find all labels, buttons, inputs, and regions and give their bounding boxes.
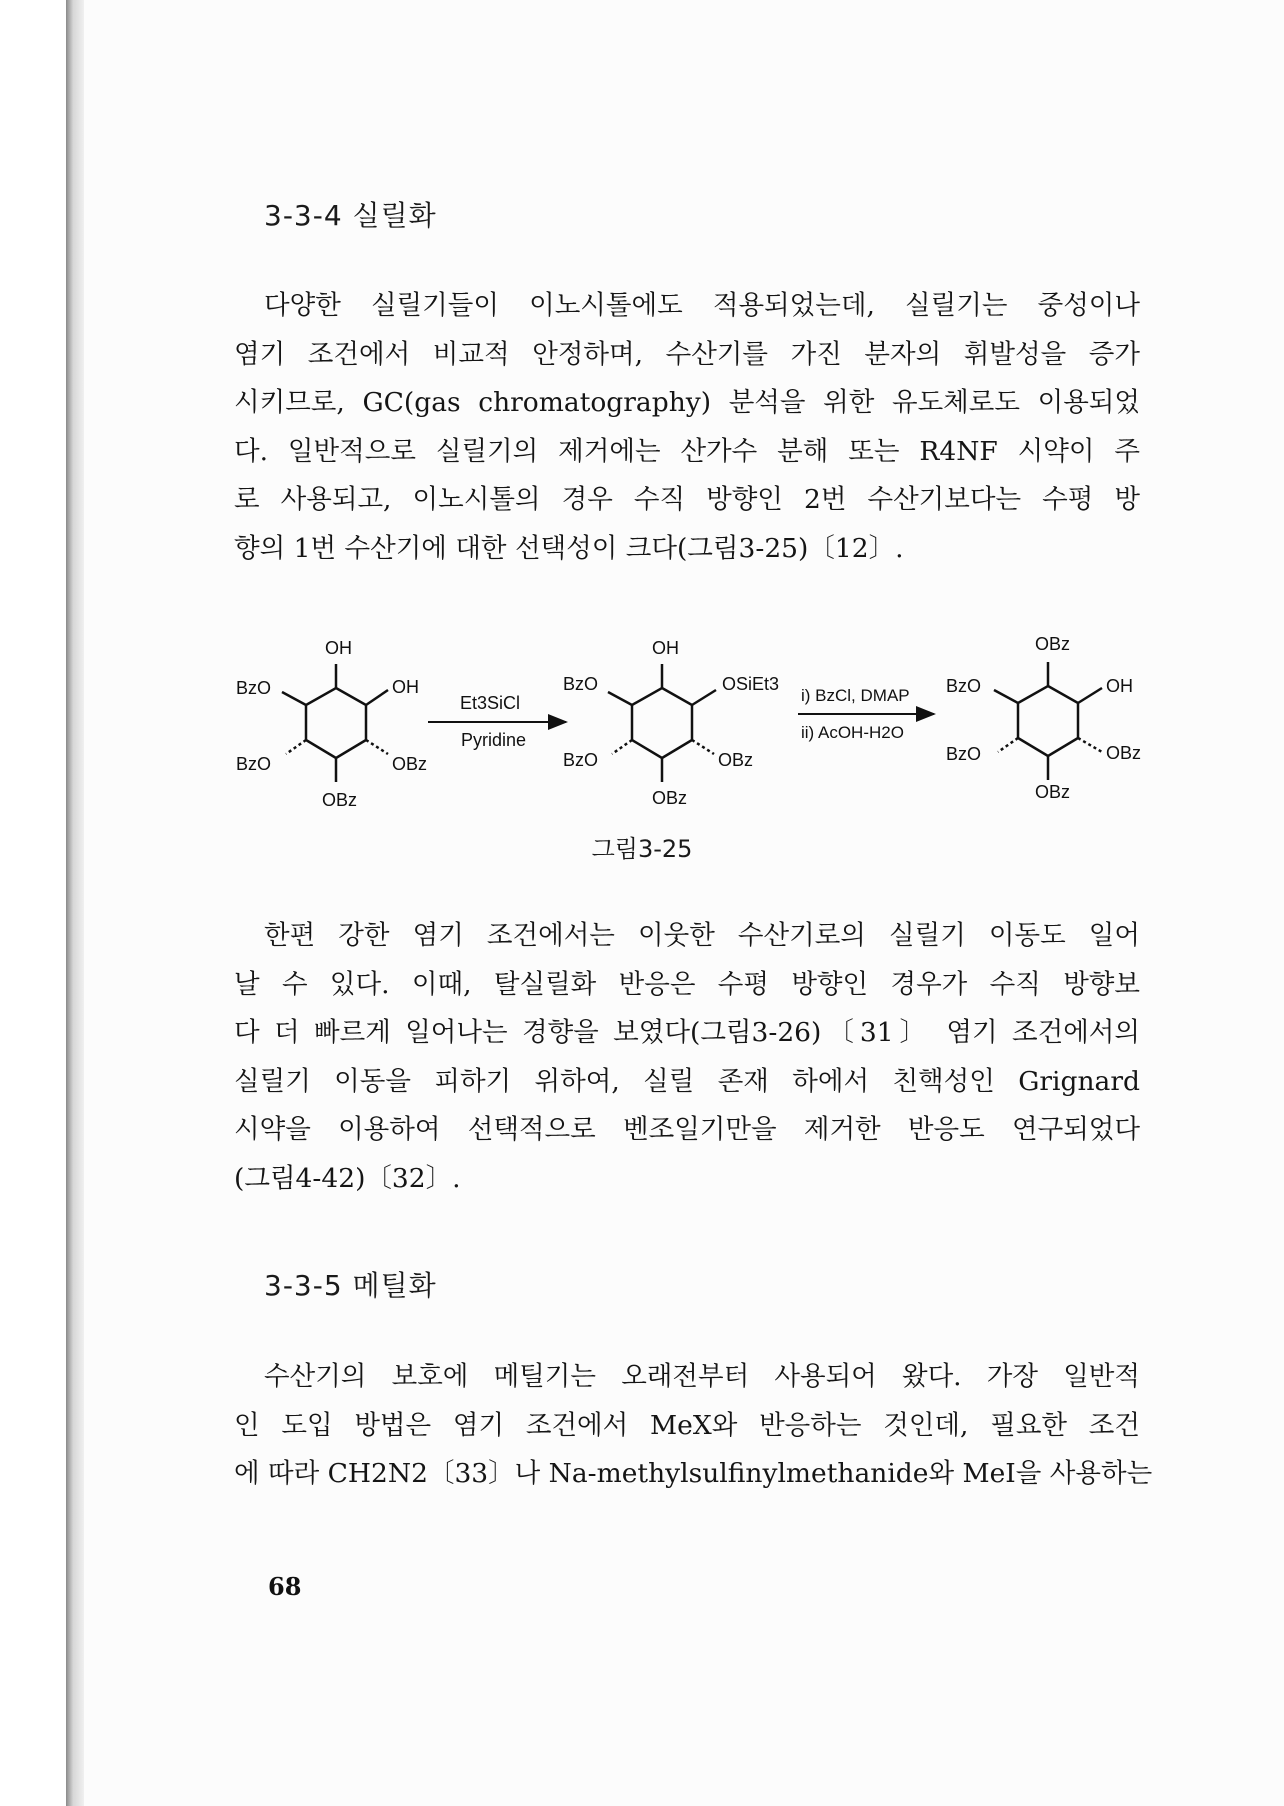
mol2-bottom-label: OBz [652, 788, 688, 808]
text-line: 한편 강한 염기 조건에서는 이웃한 수산기로의 실릴기 이동도 일어 [264, 920, 1140, 951]
mol2-upper-right-label: OSiEt3 [722, 674, 780, 694]
page [84, 0, 1284, 1806]
mol1-top-label: OH [325, 638, 352, 658]
text-line: 인 도입 방법은 염기 조건에서 MeX와 반응하는 것인데, 필요한 조건 [234, 1409, 1140, 1441]
reaction-scheme [0, 618, 1284, 818]
mol1-upper-left-label: BzO [236, 678, 272, 698]
text-line: 로 사용되고, 이노시톨의 경우 수직 방향인 2번 수산기보다는 수평 방 [234, 484, 1140, 515]
text-line: 에 따라 CH2N2〔33〕나 Na-methylsulfinylmethanide와 MeI을 사용하는 [234, 1458, 1153, 1489]
molecule-2 [608, 664, 716, 782]
mol2-lower-left-label: BzO [563, 750, 599, 770]
mol3-lower-left-label: BzO [946, 744, 982, 764]
mol1-lower-left-label: BzO [236, 754, 272, 774]
text-line: 다. 일반적으로 실릴기의 제거에는 산가수 분해 또는 R4NF 시약이 주 [234, 435, 1140, 467]
text-line: 실릴기 이동을 피하기 위하여, 실릴 존재 하에서 친핵성인 Grignard [234, 1065, 1140, 1097]
mol3-upper-right-label: OH [1106, 676, 1133, 696]
paragraph-silyl-migration [234, 912, 1140, 1203]
text-line: 염기 조건에서 비교적 안정하며, 수산기를 가진 분자의 휘발성을 증가 [234, 338, 1140, 370]
mol1-upper-right-label: OH [392, 677, 419, 697]
paragraph-silylation [234, 282, 1140, 573]
page-edge [66, 0, 84, 1806]
mol2-top-label: OH [652, 638, 679, 658]
mol1-bottom-label: OBz [322, 790, 358, 810]
page-number: 68 [268, 1572, 302, 1601]
molecule-3 [994, 662, 1102, 780]
text-line: 날 수 있다. 이때, 탈실릴화 반응은 수평 방향인 경우가 수직 방향보 [234, 968, 1140, 1000]
mol3-bottom-label: OBz [1035, 782, 1071, 802]
molecule-1 [282, 664, 388, 782]
text-line: 시키므로, GC(gas chromatography) 분석을 위한 유도체로도 이용되었 [234, 387, 1140, 418]
mol3-lower-right-label: OBz [1106, 743, 1142, 763]
figure-caption: 그림3-25 [591, 835, 693, 863]
arrow2-reagent-below: ii) AcOH-H2O [801, 723, 904, 742]
mol3-top-label: OBz [1035, 634, 1071, 654]
mol2-upper-left-label: BzO [563, 674, 599, 694]
arrow2-reagent-above: i) BzCl, DMAP [801, 686, 910, 705]
mol1-lower-right-label: OBz [392, 754, 428, 774]
arrow1-reagent-below: Pyridine [461, 730, 527, 750]
text-line: 수산기의 보호에 메틸기는 오래전부터 사용되어 왔다. 가장 일반적 [264, 1361, 1140, 1392]
text-line: 향의 1번 수산기에 대한 선택성이 크다(그림3-25)〔12〕. [234, 532, 904, 564]
text-line: 다양한 실릴기들이 이노시톨에도 적용되었는데, 실릴기는 중성이나 [264, 290, 1140, 321]
text-line: (그림4-42)〔32〕. [234, 1162, 461, 1194]
mol3-upper-left-label: BzO [946, 676, 982, 696]
text-line: 다 더 빠르게 일어나는 경향을 보였다(그림3-26)〔31〕 염기 조건에서의 [234, 1017, 1140, 1048]
arrow1-reagent-above: Et3SiCl [460, 693, 521, 713]
text-line: 시약을 이용하여 선택적으로 벤조일기만을 제거한 반응도 연구되었다 [234, 1114, 1140, 1145]
section-heading-3-3-5: 3-3-5 메틸화 [264, 1269, 437, 1302]
mol2-lower-right-label: OBz [718, 750, 754, 770]
section-heading-3-3-4: 3-3-4 실릴화 [264, 199, 437, 232]
paragraph-methylation [234, 1353, 1153, 1499]
